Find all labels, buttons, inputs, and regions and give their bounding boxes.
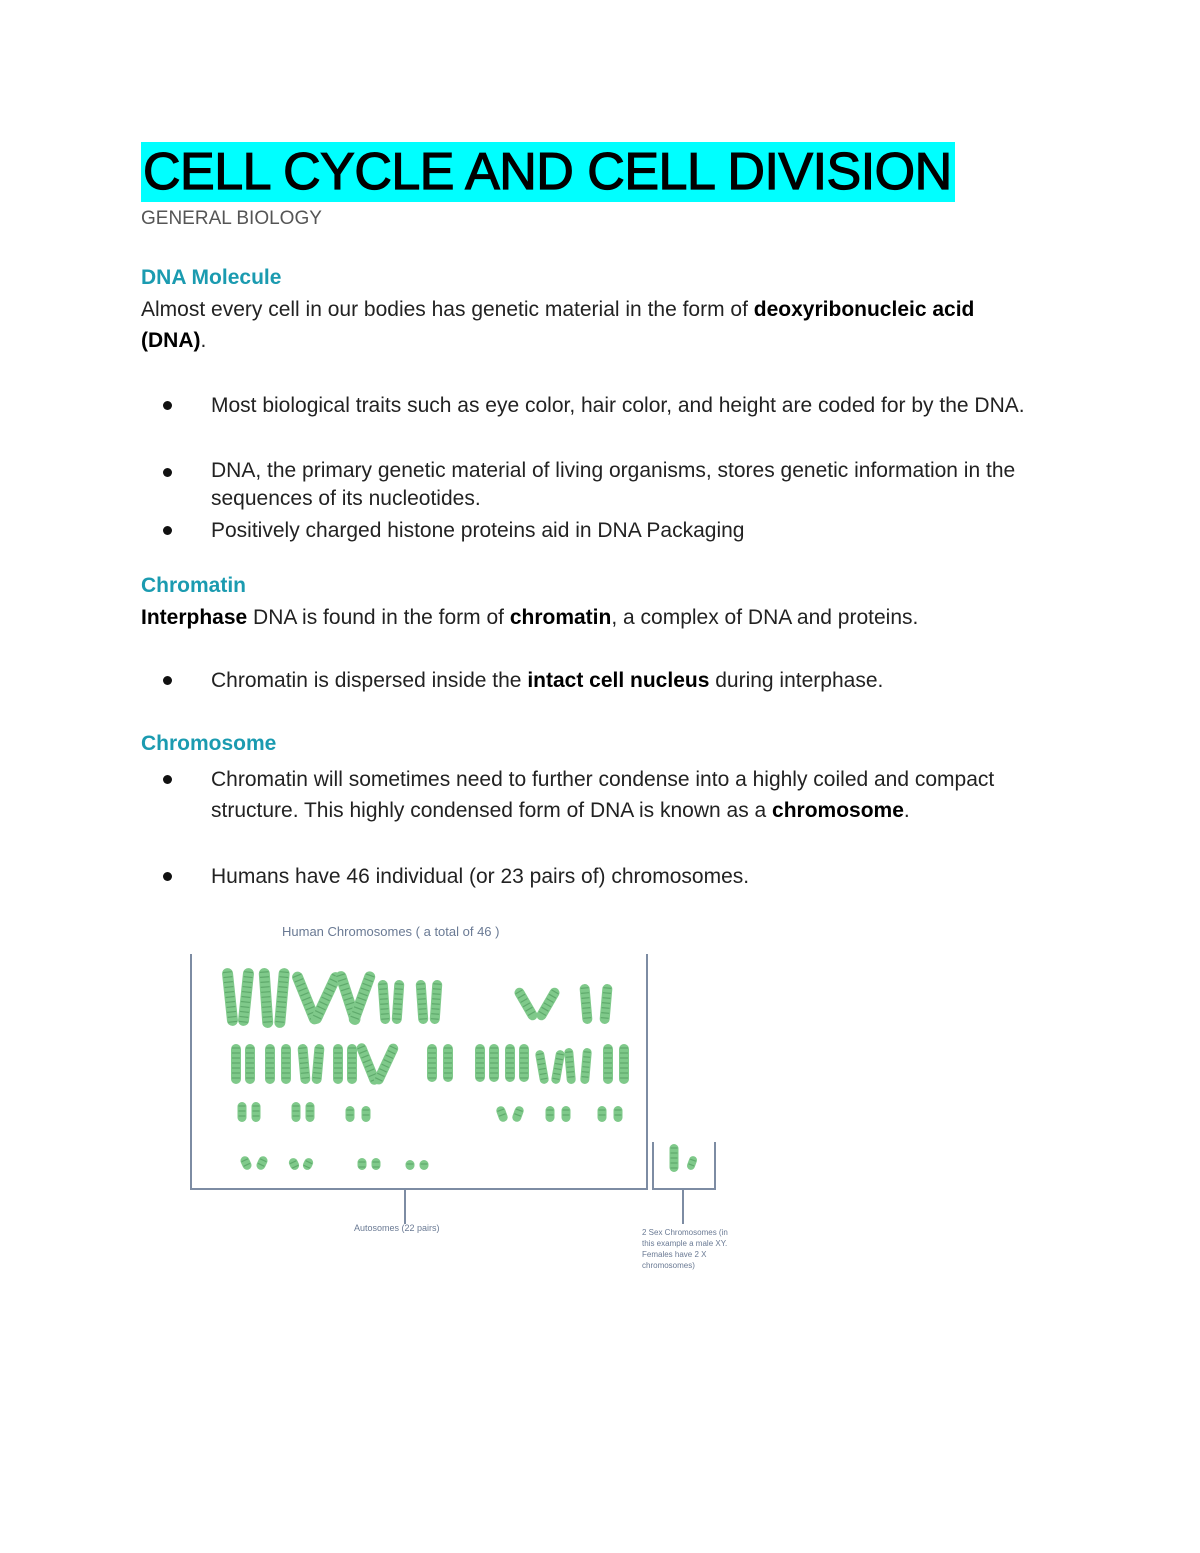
chromosome-bullet-1-bold: chromosome [772,799,904,822]
chromosome-bullet-1-text [211,764,1031,826]
chromosome-shape [505,1044,515,1082]
autosomes-label: Autosomes (22 pairs) [354,1223,440,1233]
chromosome-shape [239,1155,253,1171]
chromosome-shape [237,968,254,1027]
chromosome-shape [372,1042,400,1086]
bullet-dot-icon [163,775,172,784]
bullet-dot-icon [163,872,172,881]
chromosome-shape [535,1049,550,1084]
chromosome-shape [255,1155,269,1171]
chromosome-shape [377,980,390,1025]
bullet-dot-icon [163,676,172,685]
chromosome-shape [495,1105,509,1123]
chromosome-shape [287,1157,300,1172]
chromosome-shape [265,1044,275,1084]
chromosome-shape [333,1044,343,1084]
chromosome-bullet-1-suffix: . [903,799,910,822]
chromosome-shape [292,1102,301,1122]
figure-title: Human Chromosomes ( a total of 46 ) [282,924,500,939]
chromosome-shape [221,968,238,1027]
chromosome-shape [306,1102,315,1122]
chromosome-bullet-1-prefix: Chromatin will sometimes need to further condense into a highly coiled and compact structure. This highly condensed form of DNA is known as a [211,768,995,822]
chromosome-shape [347,1044,357,1084]
chromosome-shape [546,1106,555,1122]
chromosome-shape [580,1048,592,1085]
chromosome-shape [443,1044,453,1082]
chromatin-intro-paragraph [141,602,1041,633]
chromosome-shape [429,980,442,1025]
chromosome-shape [603,1044,613,1084]
chromosome-shape [245,1044,255,1084]
chromosome-shape [231,1044,241,1084]
chromosome-shape [358,1158,367,1170]
chromosome-shape [391,980,404,1025]
chromosome-shape [297,1044,310,1085]
human-chromosomes-figure [186,920,746,1280]
bullet-dot-icon [163,526,172,535]
dna-intro-suffix: . [200,329,207,352]
dna-bullet-3-text: Positively charged histone proteins aid in DNA Packaging [211,519,745,542]
chromosome-shape [599,984,612,1025]
chromosome-shape [579,984,592,1025]
heading-chromosome: Chromosome [141,732,277,755]
chromatin-bold-interphase: Interphase [141,606,248,629]
chromosome-shape [311,1044,324,1085]
chromosome-shape [562,1106,571,1122]
chromosome-shape [362,1106,371,1122]
chromosome-shape [614,1106,623,1122]
dna-bullet-2-text: DNA, the primary genetic material of living organisms, stores genetic information in the sequences of its nucleotides. [211,459,1016,510]
chromosome-shape [686,1155,698,1171]
chromosome-bullet-2-text: Humans have 46 individual (or 23 pairs of) chromosomes. [211,865,750,888]
chromosome-shape [519,1044,529,1082]
heading-dna-molecule: DNA Molecule [141,266,282,289]
chromosome-shape [301,1157,314,1172]
chromosome-shape [238,1102,247,1122]
sex-chromosomes-label: 2 Sex Chromosomes (in this example a male XY. Females have 2 X chromosomes) [642,1228,728,1270]
chromosome-shape [475,1044,485,1082]
dna-intro-prefix: Almost every cell in our bodies has genetic material in the form of [141,298,754,321]
dna-bullet-1-text: Most biological traits such as eye color, hair color, and height are coded for by the DNA. [211,394,1025,417]
chromosome-shape [489,1044,499,1082]
chromosome-shape [281,1044,291,1084]
chromatin-bullet-1-text [211,665,1061,696]
document-title: CELL CYCLE AND CELL DIVISION [141,142,955,202]
chromosome-shape [535,986,562,1022]
chromosome-shape [427,1044,437,1082]
chromatin-intro-suffix: , a complex of DNA and proteins. [611,606,919,629]
heading-chromatin: Chromatin [141,574,246,597]
karyotype-illustration [186,920,746,1220]
chromatin-bullet-bold: intact cell nucleus [527,669,710,692]
chromosome-shape [670,1144,679,1172]
chromosome-shape [406,1160,415,1170]
chromatin-bullet-suffix: during interphase. [709,669,884,692]
chromosome-shape [252,1102,261,1122]
chromosome-shape [598,1106,607,1122]
bullet-dot-icon [163,468,172,477]
chromosome-shape [551,1049,566,1084]
chromatin-bullet-prefix: Chromatin is dispersed inside the [211,669,528,692]
dna-intro-paragraph [141,294,1041,356]
chromatin-bold-term: chromatin [509,606,612,629]
chromosome-shape [258,968,273,1029]
chromosome-shape [415,980,428,1025]
chromatin-intro-mid: DNA is found in the form of [247,606,510,629]
document-subtitle: GENERAL BIOLOGY [141,208,322,229]
chromosome-shape [420,1160,429,1170]
chromosome-shape [372,1158,381,1170]
chromosome-shape [619,1044,629,1084]
chromosome-shape [511,1105,525,1123]
chromosome-shape [564,1048,576,1085]
dna-intro-bold: deoxyribonucleic acid (DNA) [141,298,975,352]
chromosome-shape [274,968,290,1029]
chromosome-shape [346,1106,355,1122]
bullet-dot-icon [163,401,172,410]
chromosome-shape [513,986,540,1022]
